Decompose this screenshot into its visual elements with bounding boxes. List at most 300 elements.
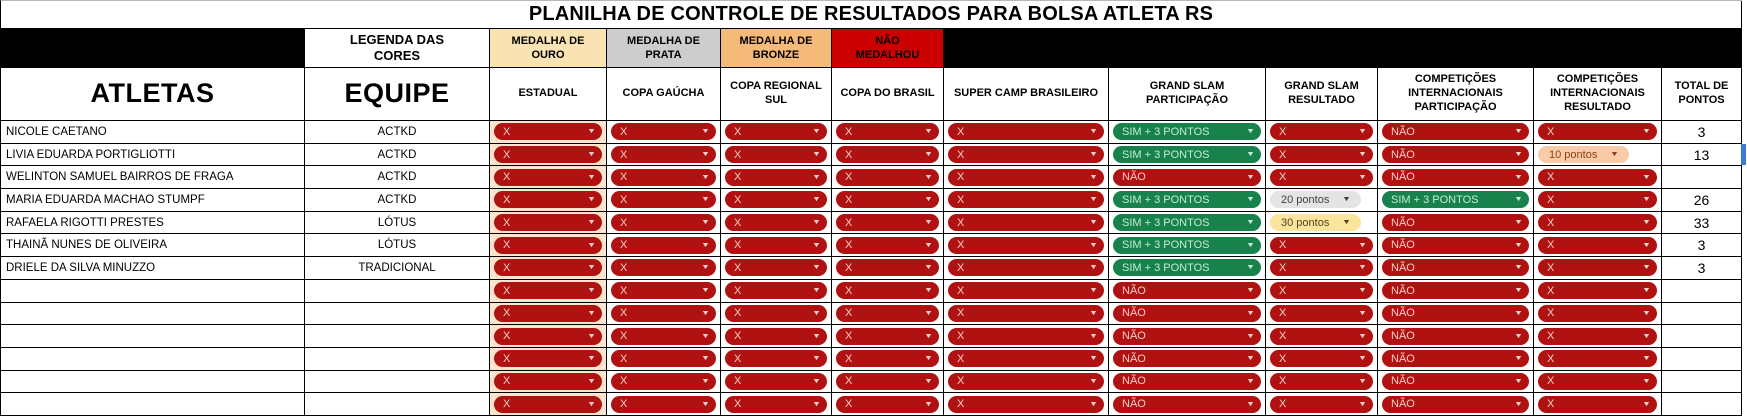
chevron-down-icon: ▼	[1642, 377, 1652, 385]
dropdown-chip[interactable]	[836, 373, 939, 390]
chevron-down-icon: ▼	[1358, 377, 1368, 385]
dropdown-chip[interactable]	[836, 350, 939, 367]
team-cell[interactable]: ACTKD	[305, 166, 490, 189]
dropdown-chip[interactable]	[725, 373, 827, 390]
dropdown-chip[interactable]	[836, 305, 939, 322]
dropdown-chip[interactable]	[1270, 305, 1373, 322]
header-copa-do-brasil: COPA DO BRASIL	[832, 68, 944, 121]
dropdown-chip[interactable]	[611, 169, 716, 186]
chip-label: X	[1547, 398, 1555, 411]
chip-label: X	[1279, 239, 1287, 252]
chip-label: SIM + 3 PONTOS	[1122, 261, 1210, 274]
dropdown-chip[interactable]	[836, 146, 939, 163]
competition-cell	[1534, 212, 1662, 235]
team-cell[interactable]	[305, 303, 490, 326]
chip-label: X	[734, 216, 742, 229]
dropdown-chip[interactable]	[611, 396, 716, 413]
chevron-down-icon: ▼	[924, 264, 934, 272]
chevron-down-icon: ▼	[1358, 400, 1368, 408]
dropdown-chip[interactable]	[725, 169, 827, 186]
dropdown-chip[interactable]	[494, 237, 602, 254]
chip-label: X	[734, 307, 742, 320]
chip-label: X	[620, 125, 628, 138]
competition-cell	[721, 348, 832, 371]
dropdown-chip[interactable]	[836, 169, 939, 186]
dropdown-chip[interactable]	[1538, 191, 1657, 208]
team-cell[interactable]	[305, 325, 490, 348]
chevron-down-icon: ▼	[1642, 400, 1652, 408]
chip-label: X	[734, 239, 742, 252]
dropdown-chip[interactable]	[611, 123, 716, 140]
team-cell[interactable]	[305, 393, 490, 416]
dropdown-chip[interactable]	[1538, 214, 1657, 231]
dropdown-chip[interactable]	[1113, 350, 1261, 367]
chevron-down-icon: ▼	[1089, 287, 1099, 295]
total-points-cell[interactable]	[1662, 280, 1742, 303]
athlete-name-cell[interactable]: DRIELE DA SILVA MINUZZO	[1, 257, 305, 280]
dropdown-chip[interactable]	[1113, 214, 1261, 231]
total-points-cell[interactable]	[1662, 348, 1742, 371]
dropdown-chip[interactable]	[1113, 123, 1261, 140]
dropdown-chip[interactable]	[611, 237, 716, 254]
dropdown-chip[interactable]	[1538, 237, 1657, 254]
chip-label: X	[620, 193, 628, 206]
total-points-cell[interactable]: 13	[1662, 144, 1742, 167]
chevron-down-icon: ▼	[812, 309, 822, 317]
dropdown-chip[interactable]	[1113, 328, 1261, 345]
dropdown-chip[interactable]	[611, 328, 716, 345]
chip-label: X	[503, 171, 511, 184]
competition-cell	[721, 393, 832, 416]
dropdown-chip[interactable]	[611, 191, 716, 208]
chevron-down-icon: ▼	[924, 151, 934, 159]
chevron-down-icon: ▼	[812, 287, 822, 295]
dropdown-chip[interactable]	[611, 146, 716, 163]
dropdown-chip[interactable]	[1382, 350, 1529, 367]
chip-label: X	[1279, 375, 1287, 388]
chevron-down-icon: ▼	[1358, 287, 1368, 295]
chevron-down-icon: ▼	[587, 309, 597, 317]
competition-cell	[832, 348, 944, 371]
dropdown-chip[interactable]	[1538, 373, 1657, 390]
chevron-down-icon: ▼	[812, 196, 822, 204]
black-cell	[944, 29, 1742, 68]
competition-cell	[1109, 121, 1266, 144]
chip-label: X	[1547, 239, 1555, 252]
competition-cell	[490, 371, 607, 394]
chevron-down-icon: ▼	[924, 196, 934, 204]
competition-cell	[721, 121, 832, 144]
chip-label: SIM + 3 PONTOS	[1122, 148, 1210, 161]
dropdown-chip[interactable]	[1382, 146, 1529, 163]
dropdown-chip[interactable]	[611, 305, 716, 322]
competition-cell	[1109, 303, 1266, 326]
athlete-name-cell[interactable]: WELINTON SAMUEL BAIRROS DE FRAGA	[1, 166, 305, 189]
dropdown-chip[interactable]	[1382, 282, 1529, 299]
competition-cell	[721, 280, 832, 303]
chip-label: X	[1547, 261, 1555, 274]
dropdown-chip[interactable]	[725, 146, 827, 163]
competition-cell	[490, 189, 607, 212]
chevron-down-icon: ▼	[924, 309, 934, 317]
chevron-down-icon: ▼	[1089, 377, 1099, 385]
chevron-down-icon: ▼	[1358, 355, 1368, 363]
header-equipe: EQUIPE	[305, 68, 490, 121]
dropdown-chip[interactable]	[1270, 146, 1373, 163]
chevron-down-icon: ▼	[924, 173, 934, 181]
dropdown-chip[interactable]	[1538, 282, 1657, 299]
team-cell[interactable]: ACTKD	[305, 121, 490, 144]
chip-label: X	[734, 261, 742, 274]
chip-label: X	[957, 216, 965, 229]
table-row	[1, 280, 1742, 303]
dropdown-chip[interactable]	[1382, 328, 1529, 345]
competition-cell	[607, 325, 721, 348]
dropdown-chip[interactable]	[494, 146, 602, 163]
legend-title: LEGENDA DAS CORES	[305, 29, 490, 68]
dropdown-chip[interactable]	[725, 123, 827, 140]
chip-label: X	[503, 261, 511, 274]
chip-label: X	[957, 284, 965, 297]
dropdown-chip[interactable]	[1538, 169, 1657, 186]
chip-label: X	[845, 171, 853, 184]
competition-cell	[1266, 280, 1378, 303]
chevron-down-icon: ▼	[812, 241, 822, 249]
dropdown-chip[interactable]	[948, 146, 1104, 163]
header-grand-slam-resultado: GRAND SLAM RESULTADO	[1266, 68, 1378, 121]
chevron-down-icon: ▼	[924, 355, 934, 363]
dropdown-chip[interactable]	[611, 350, 716, 367]
dropdown-chip[interactable]	[725, 237, 827, 254]
dropdown-chip[interactable]	[1382, 191, 1529, 208]
dropdown-chip[interactable]	[611, 214, 716, 231]
total-points-cell[interactable]	[1662, 371, 1742, 394]
chip-label: X	[503, 125, 511, 138]
dropdown-chip[interactable]	[1538, 350, 1657, 367]
dropdown-chip[interactable]	[1538, 328, 1657, 345]
chevron-down-icon: ▼	[587, 377, 597, 385]
dropdown-chip[interactable]	[725, 259, 827, 276]
dropdown-chip[interactable]	[494, 373, 602, 390]
chevron-down-icon: ▼	[1514, 377, 1524, 385]
chevron-down-icon: ▼	[587, 128, 597, 136]
chevron-down-icon: ▼	[701, 332, 711, 340]
chip-label: NÃO	[1122, 352, 1146, 365]
chevron-down-icon: ▼	[812, 355, 822, 363]
chip-label: X	[845, 216, 853, 229]
total-points-cell[interactable]: 3	[1662, 121, 1742, 144]
competition-cell	[721, 325, 832, 348]
chevron-down-icon: ▼	[1514, 400, 1524, 408]
competition-cell	[1378, 257, 1534, 280]
dropdown-chip[interactable]	[725, 214, 827, 231]
competition-cell	[944, 280, 1109, 303]
dropdown-chip[interactable]	[948, 373, 1104, 390]
dropdown-chip[interactable]	[1382, 237, 1529, 254]
chevron-down-icon: ▼	[1246, 196, 1256, 204]
team-cell[interactable]: TRADICIONAL	[305, 257, 490, 280]
dropdown-chip[interactable]	[1382, 305, 1529, 322]
dropdown-chip[interactable]	[494, 123, 602, 140]
dropdown-chip[interactable]	[1270, 328, 1373, 345]
dropdown-chip[interactable]	[948, 191, 1104, 208]
dropdown-chip[interactable]	[1270, 350, 1373, 367]
dropdown-chip[interactable]	[1113, 373, 1261, 390]
competition-cell	[721, 234, 832, 257]
competition-cell	[490, 393, 607, 416]
dropdown-chip[interactable]	[836, 237, 939, 254]
chevron-down-icon: ▼	[1514, 173, 1524, 181]
competition-cell	[944, 393, 1109, 416]
chevron-down-icon: ▼	[701, 196, 711, 204]
chip-label: X	[620, 375, 628, 388]
dropdown-chip[interactable]	[494, 328, 602, 345]
dropdown-chip[interactable]	[494, 396, 602, 413]
dropdown-chip[interactable]	[1538, 259, 1657, 276]
competition-cell	[944, 212, 1109, 235]
dropdown-chip[interactable]	[836, 214, 939, 231]
competition-cell	[607, 212, 721, 235]
dropdown-chip[interactable]	[1270, 123, 1373, 140]
competition-cell	[721, 303, 832, 326]
dropdown-chip[interactable]	[725, 305, 827, 322]
header-copa-gaucha: COPA GAÚCHA	[607, 68, 721, 121]
chip-label: X	[845, 193, 853, 206]
competition-cell	[1534, 348, 1662, 371]
team-cell[interactable]	[305, 280, 490, 303]
dropdown-chip[interactable]	[725, 396, 827, 413]
dropdown-chip[interactable]	[1382, 396, 1529, 413]
team-cell[interactable]	[305, 348, 490, 371]
chip-label: X	[957, 307, 965, 320]
dropdown-chip[interactable]	[948, 305, 1104, 322]
team-cell[interactable]	[305, 371, 490, 394]
competition-cell	[944, 189, 1109, 212]
competition-cell	[832, 234, 944, 257]
competition-cell	[490, 166, 607, 189]
competition-cell	[607, 166, 721, 189]
competition-cell	[832, 393, 944, 416]
dropdown-chip[interactable]	[611, 282, 716, 299]
chevron-down-icon: ▼	[1514, 287, 1524, 295]
chevron-down-icon: ▼	[812, 151, 822, 159]
total-points-cell[interactable]: 3	[1662, 234, 1742, 257]
dropdown-chip[interactable]	[948, 169, 1104, 186]
chip-label: X	[1547, 216, 1555, 229]
chip-label: NÃO	[1122, 330, 1146, 343]
dropdown-chip[interactable]	[1538, 146, 1629, 163]
chip-label: X	[1547, 375, 1555, 388]
dropdown-chip[interactable]	[1113, 146, 1261, 163]
dropdown-chip[interactable]	[1538, 305, 1657, 322]
dropdown-chip[interactable]	[1113, 169, 1261, 186]
dropdown-chip[interactable]	[1270, 396, 1373, 413]
chevron-down-icon: ▼	[1246, 151, 1256, 159]
competition-cell	[721, 166, 832, 189]
dropdown-chip[interactable]	[836, 259, 939, 276]
competition-cell	[944, 257, 1109, 280]
chevron-down-icon: ▼	[924, 400, 934, 408]
chevron-down-icon: ▼	[1642, 355, 1652, 363]
chevron-down-icon: ▼	[587, 287, 597, 295]
competition-cell	[1378, 325, 1534, 348]
dropdown-chip[interactable]	[494, 282, 602, 299]
competition-cell	[721, 189, 832, 212]
dropdown-chip[interactable]	[1382, 259, 1529, 276]
chevron-down-icon: ▼	[1089, 173, 1099, 181]
dropdown-chip[interactable]	[494, 259, 602, 276]
chevron-down-icon: ▼	[701, 287, 711, 295]
total-points-cell[interactable]: 33	[1662, 212, 1742, 235]
dropdown-chip[interactable]	[1270, 282, 1373, 299]
dropdown-chip[interactable]	[1113, 259, 1261, 276]
competition-cell	[1109, 348, 1266, 371]
chip-label: X	[1279, 125, 1287, 138]
dropdown-chip[interactable]	[1270, 237, 1373, 254]
dropdown-chip[interactable]	[1270, 373, 1373, 390]
total-points-cell[interactable]	[1662, 303, 1742, 326]
dropdown-chip[interactable]	[948, 259, 1104, 276]
dropdown-chip[interactable]	[1382, 214, 1529, 231]
competition-cell	[490, 212, 607, 235]
dropdown-chip[interactable]	[836, 396, 939, 413]
athlete-name-cell[interactable]	[1, 393, 305, 416]
chip-label: SIM + 3 PONTOS	[1122, 239, 1210, 252]
dropdown-chip[interactable]	[948, 396, 1104, 413]
athlete-name-cell[interactable]: NICOLE CAETANO	[1, 121, 305, 144]
dropdown-chip[interactable]	[494, 191, 602, 208]
athlete-name-cell[interactable]	[1, 325, 305, 348]
competition-cell	[490, 121, 607, 144]
chip-label: X	[503, 216, 511, 229]
chevron-down-icon: ▼	[587, 355, 597, 363]
chip-label: X	[845, 261, 853, 274]
dropdown-chip[interactable]	[1113, 237, 1261, 254]
competition-cell	[607, 144, 721, 167]
dropdown-chip[interactable]	[1113, 191, 1261, 208]
team-cell[interactable]: LÓTUS	[305, 234, 490, 257]
competition-cell	[1534, 393, 1662, 416]
dropdown-chip[interactable]	[948, 350, 1104, 367]
athlete-name-cell[interactable]: THAINÃ NUNES DE OLIVEIRA	[1, 234, 305, 257]
dropdown-chip[interactable]	[948, 214, 1104, 231]
chevron-down-icon: ▼	[1246, 400, 1256, 408]
athlete-name-cell[interactable]	[1, 280, 305, 303]
chevron-down-icon: ▼	[701, 264, 711, 272]
table-row	[1, 325, 1742, 348]
dropdown-chip[interactable]	[948, 282, 1104, 299]
dropdown-chip[interactable]	[725, 350, 827, 367]
dropdown-chip[interactable]	[1113, 305, 1261, 322]
chip-label: X	[1547, 352, 1555, 365]
page-title: PLANILHA DE CONTROLE DE RESULTADOS PARA BOLSA ATLETA RS	[1, 1, 1742, 29]
athlete-name-cell[interactable]: LIVIA EDUARDA PORTIGLIOTTI	[1, 144, 305, 167]
chip-label: X	[734, 284, 742, 297]
dropdown-chip[interactable]	[1538, 123, 1657, 140]
athlete-name-cell[interactable]	[1, 303, 305, 326]
dropdown-chip[interactable]	[494, 214, 602, 231]
competition-cell	[1109, 280, 1266, 303]
total-points-cell[interactable]	[1662, 393, 1742, 416]
dropdown-chip[interactable]	[836, 328, 939, 345]
dropdown-chip[interactable]	[725, 282, 827, 299]
competition-cell	[490, 280, 607, 303]
header-super-camp-brasileiro: SUPER CAMP BRASILEIRO	[944, 68, 1109, 121]
competition-cell	[832, 280, 944, 303]
competition-cell	[1109, 371, 1266, 394]
total-points-cell[interactable]	[1662, 325, 1742, 348]
dropdown-chip[interactable]	[836, 191, 939, 208]
athlete-name-cell[interactable]	[1, 348, 305, 371]
dropdown-chip[interactable]	[1382, 373, 1529, 390]
dropdown-chip[interactable]	[611, 373, 716, 390]
dropdown-chip[interactable]	[494, 305, 602, 322]
table-row	[1, 166, 1742, 189]
chevron-down-icon: ▼	[1358, 309, 1368, 317]
dropdown-chip[interactable]	[948, 328, 1104, 345]
chevron-down-icon: ▼	[812, 377, 822, 385]
chip-label: NÃO	[1391, 284, 1415, 297]
team-cell[interactable]: LÓTUS	[305, 212, 490, 235]
dropdown-chip[interactable]	[725, 328, 827, 345]
header-comp-internacionais-participacao: COMPETIÇÕES INTERNACIONAIS PARTICIPAÇÃO	[1378, 68, 1534, 121]
total-points-cell[interactable]	[1662, 166, 1742, 189]
dropdown-chip[interactable]	[1270, 169, 1373, 186]
athlete-name-cell[interactable]: RAFAELA RIGOTTI PRESTES	[1, 212, 305, 235]
dropdown-chip[interactable]	[1270, 259, 1373, 276]
competition-cell	[832, 212, 944, 235]
dropdown-chip[interactable]	[494, 350, 602, 367]
dropdown-chip[interactable]	[1382, 169, 1529, 186]
chevron-down-icon: ▼	[1246, 309, 1256, 317]
header-copa-regional-sul: COPA REGIONAL SUL	[721, 68, 832, 121]
dropdown-chip[interactable]	[725, 191, 827, 208]
dropdown-chip[interactable]	[836, 123, 939, 140]
competition-cell	[1109, 166, 1266, 189]
competition-cell	[832, 325, 944, 348]
total-points-cell[interactable]: 3	[1662, 257, 1742, 280]
competition-cell	[944, 371, 1109, 394]
dropdown-chip[interactable]	[494, 169, 602, 186]
athlete-name-cell[interactable]: MARIA EDUARDA MACHAO STUMPF	[1, 189, 305, 212]
chevron-down-icon: ▼	[1246, 173, 1256, 181]
dropdown-chip[interactable]	[836, 282, 939, 299]
chip-label: 20 pontos	[1281, 193, 1330, 206]
dropdown-chip[interactable]	[948, 237, 1104, 254]
dropdown-chip[interactable]	[1382, 123, 1529, 140]
dropdown-chip[interactable]	[948, 123, 1104, 140]
dropdown-chip[interactable]	[1270, 191, 1361, 208]
dropdown-chip[interactable]	[1113, 282, 1261, 299]
competition-cell	[944, 166, 1109, 189]
legend-item-no-medal: NÃO MEDALHOU	[832, 29, 944, 68]
dropdown-chip[interactable]	[1538, 396, 1657, 413]
team-cell[interactable]: ACTKD	[305, 144, 490, 167]
competition-cell	[1378, 348, 1534, 371]
dropdown-chip[interactable]	[611, 259, 716, 276]
dropdown-chip[interactable]	[1113, 396, 1261, 413]
total-points-cell[interactable]: 26	[1662, 189, 1742, 212]
competition-cell	[1109, 325, 1266, 348]
table-row	[1, 393, 1742, 416]
competition-cell	[490, 257, 607, 280]
dropdown-chip[interactable]	[1270, 214, 1361, 231]
athlete-name-cell[interactable]	[1, 371, 305, 394]
chevron-down-icon: ▼	[587, 400, 597, 408]
competition-cell	[832, 121, 944, 144]
table-row	[1, 212, 1742, 235]
team-cell[interactable]: ACTKD	[305, 189, 490, 212]
